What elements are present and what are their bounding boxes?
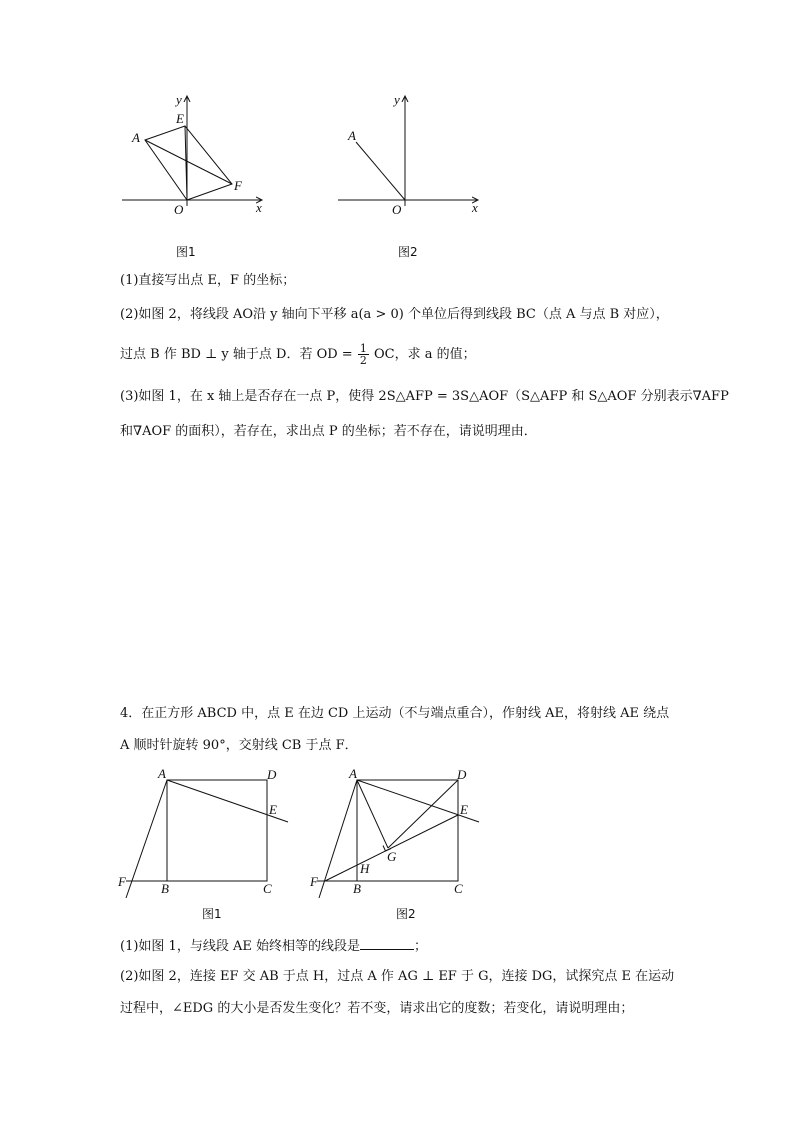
label-x: x (256, 200, 262, 215)
q4-part1 (120, 937, 427, 956)
figure-caption: 图2 (396, 907, 416, 921)
fraction-one-half (358, 343, 369, 366)
q4-part2-line2: 过程中，∠EDG 的大小是否发生变化？若不变，请求出它的度数；若变化，请说明理由； (120, 1001, 634, 1016)
figure-caption: 图1 (202, 907, 222, 921)
label-A: A (349, 766, 357, 781)
q3-part3-line2: 和∇AOF 的面积），若存在，求出点 P 的坐标；若不存在，请说明理由． (120, 424, 537, 439)
label-A: A (348, 128, 356, 143)
answer-blank (360, 937, 414, 950)
q3-figure-2 (328, 88, 498, 268)
q4-part2-line1: (2)如图 2，连接 EF 交 AB 于点 H，过点 A 作 AG ⊥ EF 于 G，连接 DG，试探究点 E 在运动 (120, 969, 675, 984)
label-F: F (234, 178, 242, 193)
q3-part3-line1: (3)如图 1，在 x 轴上是否存在一点 P，使得 2S△AFP = 3S△AOF（S△AFP 和 S△AOF 分别表示∇AFP (120, 389, 729, 404)
figure-caption: 图2 (398, 245, 418, 259)
label-H: H (360, 861, 370, 876)
q3-part2-line2 (120, 343, 476, 366)
segment-AG (357, 780, 388, 848)
label-B: B (161, 881, 169, 896)
label-O: O (392, 202, 402, 217)
label-E: E (269, 802, 277, 817)
label-D: D (457, 767, 467, 782)
q4-figure-2 (305, 762, 495, 927)
label-y: y (176, 92, 182, 107)
label-D: D (267, 767, 277, 782)
q3-part2-text-a: 过点 B 作 BD ⊥ y 轴于点 D．若 OD = (120, 347, 353, 362)
label-B: B (353, 881, 361, 896)
q4-figure-1 (112, 762, 302, 927)
label-y: y (394, 92, 400, 107)
q3-part2-text-b: OC，求 a 的值； (373, 347, 476, 362)
segment-EF (325, 815, 458, 881)
q4-part1-end: ； (413, 939, 427, 954)
label-E: E (176, 111, 184, 126)
segment-DG (388, 780, 458, 848)
fraction-denominator: 2 (359, 354, 367, 367)
q4-part1-text: (1)如图 1，与线段 AE 始终相等的线段是 (120, 939, 360, 954)
quadrilateral-AEFO (145, 126, 232, 200)
label-x: x (472, 200, 478, 215)
ray-AF (319, 780, 357, 898)
label-G: G (387, 849, 397, 864)
q3-part2-line1: (2)如图 2，将线段 AO沿 y 轴向下平移 a(a > 0) 个单位后得到线段 BC（点 A 与点 B 对应）， (120, 307, 669, 322)
segment-AO (356, 142, 405, 200)
segment-AF (145, 140, 232, 184)
q4-stem-line1: 4．在正方形 ABCD 中，点 E 在边 CD 上运动（不与端点重合），作射线 AE，将射线 AE 绕点 (120, 706, 670, 721)
label-A: A (132, 130, 140, 145)
q4-stem-line2: A 顺时针旋转 90°，交射线 CB 于点 F． (120, 738, 358, 753)
label-F: F (310, 874, 318, 889)
label-O: O (174, 202, 184, 217)
label-C: C (454, 881, 463, 896)
label-C: C (263, 881, 272, 896)
label-E: E (460, 802, 468, 817)
q3-part1: (1)直接写出点 E，F 的坐标； (120, 273, 296, 288)
label-F: F (118, 874, 126, 889)
fraction-numerator: 1 (359, 342, 367, 355)
square-ABCD (167, 780, 267, 881)
figure-caption: 图1 (176, 245, 196, 259)
label-A: A (158, 766, 166, 781)
q3-figure-1 (110, 88, 280, 268)
